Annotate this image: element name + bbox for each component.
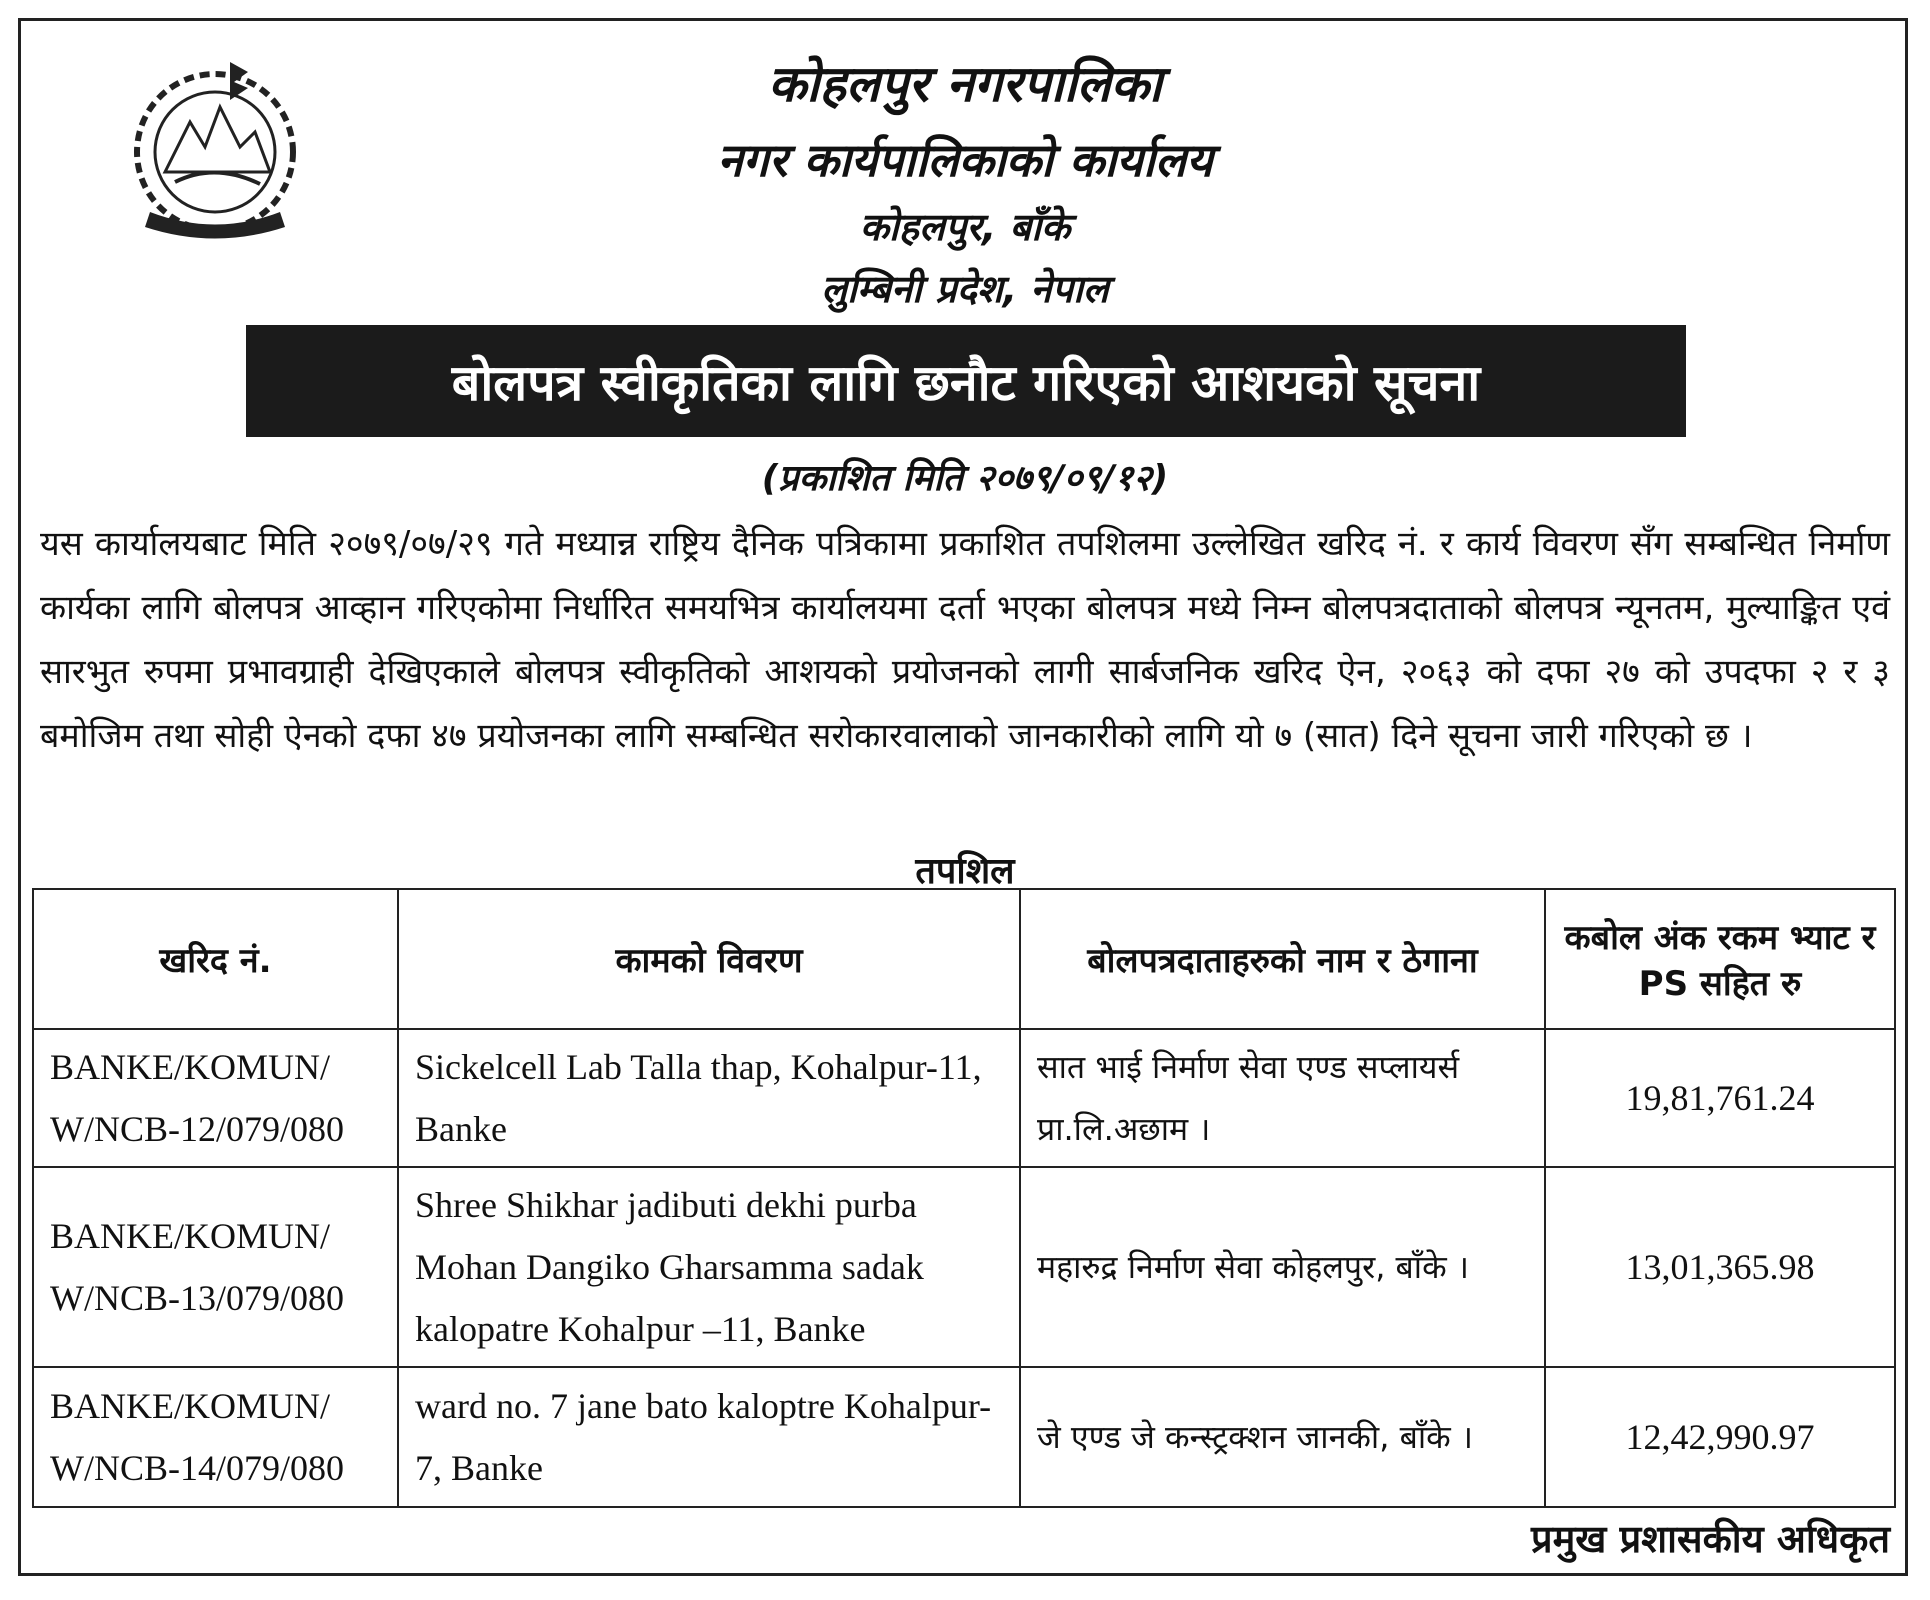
schedule-table — [32, 888, 1896, 1508]
office-location: कोहलपुर, बाँके — [859, 205, 1071, 249]
schedule-title: तपशिल — [915, 851, 1015, 892]
table-row — [33, 1367, 1895, 1507]
municipality-name: कोहलपुर नगरपालिका — [768, 55, 1162, 113]
description-cell: ward no. 7 jane bato kaloptre Kohalpur-7, Banke — [398, 1367, 1020, 1507]
bidder-cell: सात भाई निर्माण सेवा एण्ड सप्लायर्स प्रा.लि.अछाम । — [1020, 1029, 1545, 1167]
bidder-cell: महारुद्र निर्माण सेवा कोहलपुर, बाँके । — [1020, 1167, 1545, 1367]
office-name: नगर कार्यपालिकाको कार्यालय — [717, 133, 1213, 187]
signatory-title: प्रमुख प्रशासकीय अधिकृत — [1530, 1517, 1890, 1561]
column-header-procurement-no: खरिद नं. — [33, 889, 398, 1029]
procurement-no-cell: BANKE/KOMUN/ W/NCB-14/079/080 — [33, 1367, 398, 1507]
table-row — [33, 1029, 1895, 1167]
procurement-no-cell: BANKE/KOMUN/ W/NCB-13/079/080 — [33, 1167, 398, 1367]
column-header-amount: कबोल अंक रकम भ्याट र PS सहित रु — [1545, 889, 1895, 1029]
published-date: (प्रकाशित मिति २०७९/०९/१२) — [761, 458, 1169, 499]
amount-cell: 19,81,761.24 — [1545, 1029, 1895, 1167]
table-header-row — [33, 889, 1895, 1029]
notice-title: बोलपत्र स्वीकृतिका लागि छनौट गरिएको आशयको सूचना — [246, 325, 1686, 437]
table-row — [33, 1167, 1895, 1367]
bidder-cell: जे एण्ड जे कन्स्ट्रक्शन जानकी, बाँके । — [1020, 1367, 1545, 1507]
notice-body: यस कार्यालयबाट मिति २०७९/०७/२९ गते मध्यान्न राष्ट्रिय दैनिक पत्रिकामा प्रकाशित तपशिलमा उल्लेखित खरिद नं. र कार्य विवरण सँग सम्बन्धित निर्माण कार्यका लागि बोलपत्र आव्हान गरिएकोमा निर्धारित समयभित्र कार्यालयमा दर्ता भएका बोलपत्र मध्ये निम्न बोलपत्रदाताको बोलपत्र न्यूनतम, मुल्याङ्कित एवं सारभुत रुपमा प्रभावग्राही देखिएकाले बोलपत्र स्वीकृतिको आशयको प्रयोजनको लागी सार्बजनिक खरिद ऐन, २०६३ को दफा २७ को उपदफा २ र ३ बमोजिम तथा सोही ऐनको दफा ४७ प्रयोजनका लागि सम्बन्धित सरोकारवालाको जानकारीको लागि यो ७ (सात) दिने सूचना जारी गरिएको छ । — [40, 524, 1890, 756]
column-header-bidder: बोलपत्रदाताहरुको नाम र ठेगाना — [1020, 889, 1545, 1029]
province-country: लुम्बिनी प्रदेश, नेपाल — [821, 267, 1109, 311]
description-cell: Shree Shikhar jadibuti dekhi purba Mohan Dangiko Gharsamma sadak kalopatre Kohalpur –11, Banke — [398, 1167, 1020, 1367]
description-cell: Sickelcell Lab Talla thap, Kohalpur-11, Banke — [398, 1029, 1020, 1167]
amount-cell: 12,42,990.97 — [1545, 1367, 1895, 1507]
column-header-description: कामको विवरण — [398, 889, 1020, 1029]
amount-cell: 13,01,365.98 — [1545, 1167, 1895, 1367]
procurement-no-cell: BANKE/KOMUN/ W/NCB-12/079/080 — [33, 1029, 398, 1167]
